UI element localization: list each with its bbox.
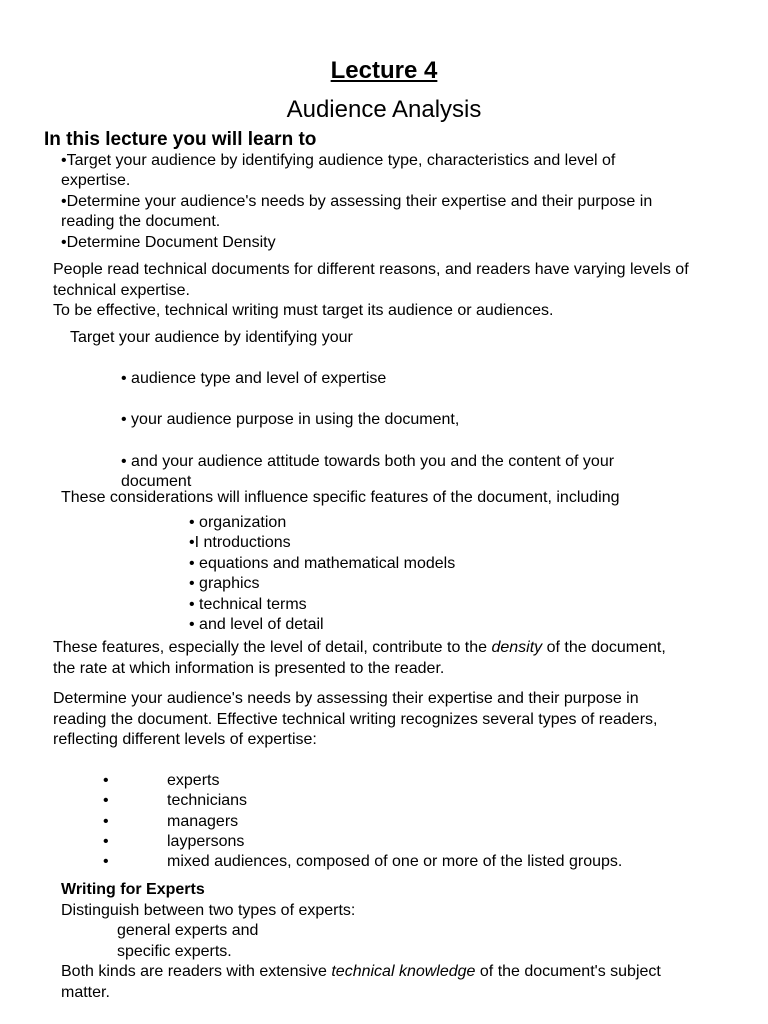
intro-item: •Determine your audience's needs by assessing their expertise and their purpose in bbox=[61, 193, 653, 210]
page-title: Lecture 4 bbox=[330, 57, 438, 84]
feature-item: •I ntroductions bbox=[189, 534, 291, 551]
experts-line: matter. bbox=[61, 984, 110, 1001]
bullet-mark: • bbox=[103, 772, 109, 789]
target-lead: Target your audience by identifying your bbox=[70, 329, 353, 346]
density-line bbox=[53, 638, 666, 659]
experts-line: Distinguish between two types of experts: bbox=[61, 902, 356, 919]
intro-item: expertise. bbox=[61, 172, 131, 189]
paragraph-line: To be effective, technical writing must target its audience or audiences. bbox=[53, 302, 554, 319]
feature-item: • technical terms bbox=[189, 596, 307, 613]
bullet-mark: • bbox=[103, 813, 109, 830]
density-term: density bbox=[491, 639, 543, 656]
paragraph-line: Determine your audience's needs by assessing their expertise and their purpose in bbox=[53, 690, 639, 707]
paragraph-line: reflecting different levels of expertise: bbox=[53, 731, 317, 748]
target-item: • audience type and level of expertise bbox=[121, 370, 387, 387]
reader-type-label: mixed audiences, composed of one or more of the listed groups. bbox=[167, 853, 623, 870]
experts-subitem: general experts and bbox=[117, 922, 259, 939]
target-item: • and your audience attitude towards both you and the content of your bbox=[121, 453, 615, 470]
paragraph-line: technical expertise. bbox=[53, 282, 190, 299]
reader-type-item bbox=[103, 852, 622, 873]
feature-item: • organization bbox=[189, 514, 287, 531]
reader-type-item bbox=[103, 832, 244, 853]
bullet-mark: • bbox=[103, 833, 109, 850]
bullet-mark: • bbox=[103, 792, 109, 809]
intro-item: reading the document. bbox=[61, 213, 221, 230]
target-item: document bbox=[121, 473, 192, 490]
bullet-mark: • bbox=[103, 853, 109, 870]
reader-type-label: technicians bbox=[167, 792, 248, 809]
reader-type-item bbox=[103, 791, 247, 812]
target-item: • your audience purpose in using the document, bbox=[121, 411, 460, 428]
density-line: the rate at which information is presented to the reader. bbox=[53, 660, 445, 677]
reader-type-label: experts bbox=[167, 772, 220, 789]
paragraph-line: People read technical documents for different reasons, and readers have varying levels of bbox=[53, 261, 689, 278]
intro-item: •Determine Document Density bbox=[61, 234, 276, 251]
feature-item: • and level of detail bbox=[189, 616, 324, 633]
density-text: of the document, bbox=[542, 639, 666, 656]
intro-item: •Target your audience by identifying audience type, characteristics and level of bbox=[61, 152, 616, 169]
page-subtitle: Audience Analysis bbox=[286, 96, 482, 123]
density-text: These features, especially the level of detail, contribute to the bbox=[53, 639, 492, 656]
experts-text: of the document's subject bbox=[475, 963, 661, 980]
experts-subitem: specific experts. bbox=[117, 943, 232, 960]
experts-text: Both kinds are readers with extensive bbox=[61, 963, 332, 980]
reader-type-label: laypersons bbox=[167, 833, 245, 850]
reader-type-item bbox=[103, 771, 219, 792]
paragraph-line: reading the document. Effective technical writing recognizes several types of readers, bbox=[53, 711, 658, 728]
considerations-lead: These considerations will influence specific features of the document, including bbox=[61, 489, 620, 506]
experts-term: technical knowledge bbox=[331, 963, 476, 980]
feature-item: • equations and mathematical models bbox=[189, 555, 456, 572]
reader-type-label: managers bbox=[167, 813, 239, 830]
reader-type-item bbox=[103, 812, 238, 833]
experts-heading: Writing for Experts bbox=[61, 881, 205, 898]
intro-heading: In this lecture you will learn to bbox=[44, 129, 317, 150]
experts-line bbox=[61, 962, 661, 983]
feature-item: • graphics bbox=[189, 575, 260, 592]
